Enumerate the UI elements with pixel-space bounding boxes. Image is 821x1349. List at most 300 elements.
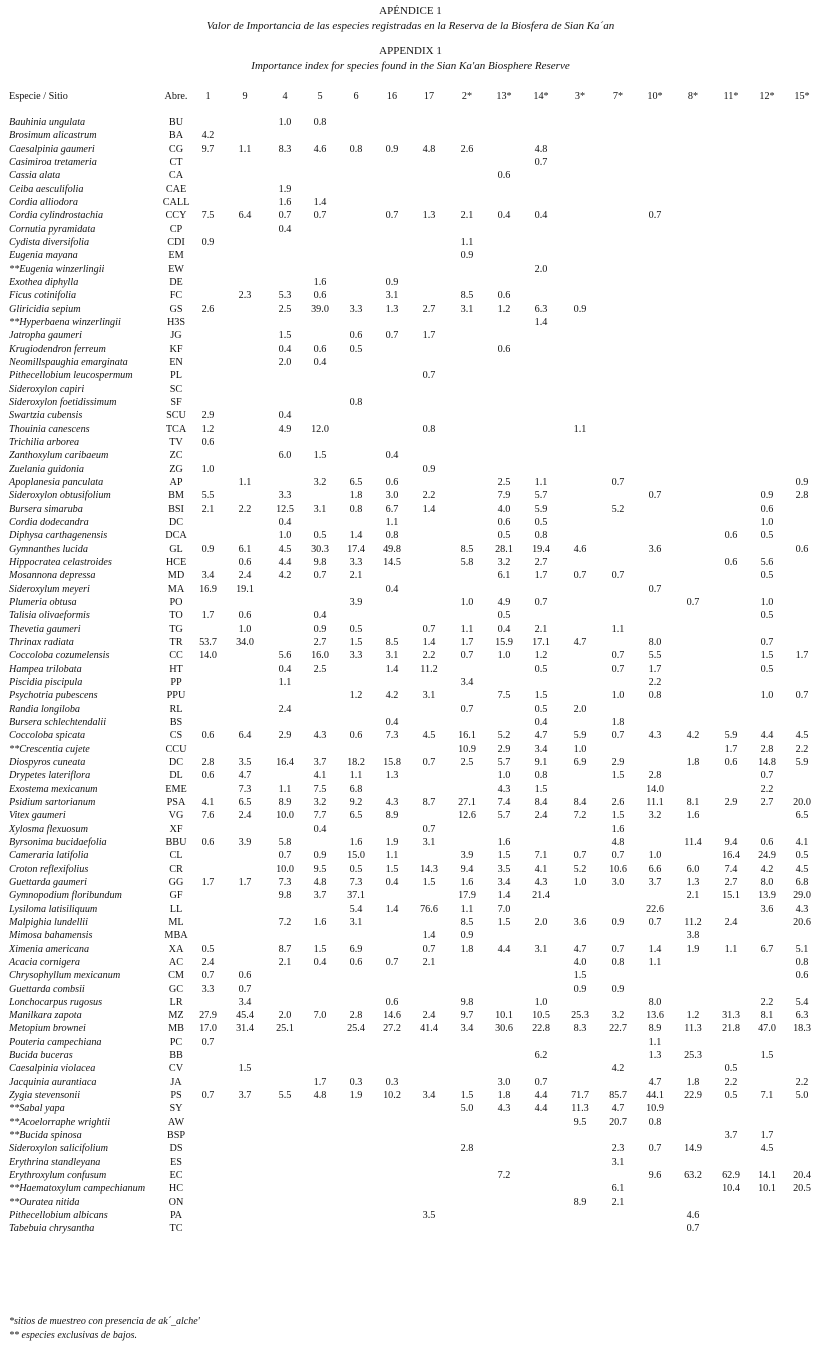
importance-value: 1.1 (278, 783, 292, 795)
importance-value: 1.6 (313, 277, 327, 288)
importance-value: 8.7 (278, 943, 292, 955)
importance-value: 24.9 (758, 850, 776, 862)
site-column-header: 6 (353, 91, 359, 102)
importance-value: 1.1 (385, 850, 399, 862)
importance-value: 1.1 (648, 956, 662, 968)
importance-value: 7.3 (278, 876, 292, 888)
importance-value: 27.2 (383, 1023, 401, 1035)
importance-value: 0.7 (460, 703, 474, 715)
importance-value: 0.6 (201, 436, 215, 448)
species-name: Ceiba aesculifolia (9, 183, 84, 195)
importance-value: 2.0 (278, 1010, 292, 1022)
importance-value: 0.7 (278, 850, 292, 862)
importance-value: 9.8 (313, 556, 327, 568)
importance-value: 3.5 (238, 756, 252, 768)
table-row (0, 463, 821, 476)
importance-value: 0.8 (349, 503, 363, 515)
importance-value: 3.7 (648, 876, 662, 888)
importance-value: 1.9 (349, 1090, 363, 1102)
species-name: Randia longiloba (9, 703, 81, 715)
importance-value: 3.0 (385, 490, 399, 502)
appendix-title-es: APÉNDICE 1 (379, 5, 442, 17)
importance-value: 0.6 (497, 170, 511, 182)
importance-value: 4.7 (573, 636, 587, 648)
species-name: Chrysophyllum mexicanum (9, 970, 121, 982)
species-abbreviation: DC (168, 516, 184, 528)
importance-value: 30.6 (495, 1023, 513, 1035)
importance-value: 1.0 (278, 530, 292, 542)
table-row (0, 1049, 821, 1062)
importance-value: 0.5 (795, 850, 809, 862)
table-row (0, 676, 821, 689)
table-row (0, 316, 821, 329)
importance-value: 10.2 (383, 1090, 401, 1102)
importance-value: 0.6 (760, 503, 774, 515)
importance-value: 4.2 (385, 690, 399, 702)
importance-value: 6.3 (534, 303, 548, 315)
importance-value: 14.0 (646, 783, 664, 795)
importance-value: 4.8 (422, 143, 436, 155)
table-row (0, 289, 821, 302)
importance-value: 0.5 (760, 570, 774, 582)
species-abbreviation: MB (168, 1023, 184, 1035)
importance-value: 2.1 (422, 956, 436, 968)
species-name: Sideroxylon obtusifolium (9, 490, 111, 502)
table-header-row (0, 90, 821, 103)
species-name: **Bucida spinosa (9, 1130, 82, 1142)
table-row (0, 1156, 821, 1169)
species-name: Thevetia gaumeri (9, 623, 81, 635)
species-abbreviation: PO (169, 596, 183, 608)
importance-value: 1.8 (497, 1090, 511, 1102)
importance-value: 14.8 (758, 756, 776, 768)
table-row (0, 649, 821, 662)
site-column-header: 14* (533, 91, 549, 102)
importance-value: 2.7 (760, 796, 774, 808)
table-row (0, 929, 821, 942)
importance-value: 0.9 (422, 463, 436, 475)
importance-value: 0.5 (534, 516, 548, 528)
importance-value: 3.4 (534, 743, 548, 755)
importance-value: 9.8 (278, 890, 292, 902)
importance-value: 7.7 (313, 810, 327, 822)
species-abbreviation: GS (169, 303, 183, 315)
species-abbreviation: ZG (169, 463, 183, 475)
importance-value: 1.1 (238, 143, 252, 155)
importance-value: 0.7 (385, 956, 399, 968)
species-abbreviation: EN (169, 356, 183, 368)
importance-value: 4.3 (497, 1103, 511, 1115)
species-abbreviation: XA (168, 943, 184, 955)
importance-value: 5.5 (201, 490, 215, 502)
importance-value: 21.4 (532, 890, 550, 902)
table-row (0, 1209, 821, 1222)
species-abbreviation: CT (169, 157, 183, 168)
species-abbreviation: PP (170, 676, 182, 688)
importance-value: 4.4 (278, 556, 292, 568)
importance-value: 1.4 (385, 903, 399, 915)
importance-value: 5.6 (760, 556, 774, 568)
importance-value: 0.9 (201, 543, 215, 555)
table-row (0, 569, 821, 582)
importance-value: 0.8 (313, 117, 327, 128)
species-abbreviation: SCU (166, 410, 186, 422)
importance-value: 3.4 (201, 570, 215, 582)
importance-value: 13.6 (646, 1010, 664, 1022)
importance-value: 63.2 (684, 1170, 702, 1182)
species-abbreviation: DS (169, 1143, 183, 1155)
importance-value: 1.1 (611, 623, 625, 635)
importance-value: 0.4 (313, 823, 327, 835)
importance-value: 28.1 (495, 543, 513, 555)
importance-value: 8.0 (760, 876, 774, 888)
species-name: Mosannona depressa (9, 570, 96, 582)
importance-value: 1.0 (460, 596, 474, 608)
importance-value: 0.4 (313, 956, 327, 968)
importance-value: 6.1 (497, 570, 511, 582)
importance-value: 0.7 (422, 823, 436, 835)
species-abbreviation: EW (168, 263, 184, 275)
importance-value: 0.6 (497, 343, 511, 355)
importance-value: 25.4 (347, 1023, 365, 1035)
importance-value: 27.1 (458, 796, 476, 808)
importance-value: 1.4 (422, 930, 436, 942)
importance-value: 0.4 (278, 343, 292, 355)
species-name: Hippocratea celastroides (9, 556, 112, 568)
species-name: Sideroxylon capiri (9, 383, 85, 395)
importance-value: 45.4 (236, 1010, 254, 1022)
importance-value: 0.7 (534, 157, 548, 168)
importance-value: 9.8 (460, 996, 474, 1008)
table-row (0, 1076, 821, 1089)
importance-value: 5.7 (497, 756, 511, 768)
importance-value: 3.1 (385, 290, 399, 302)
importance-value: 1.0 (497, 770, 511, 782)
importance-value: 9.6 (648, 1170, 662, 1182)
species-name: Diphysa carthagenensis (9, 530, 108, 542)
importance-value: 3.7 (313, 756, 327, 768)
species-name: Cameraria latifolia (9, 850, 89, 862)
importance-value: 10.6 (609, 863, 627, 875)
importance-value: 6.6 (648, 863, 662, 875)
importance-value: 4.8 (611, 836, 625, 848)
importance-value: 3.4 (460, 676, 474, 688)
importance-value: 0.6 (201, 770, 215, 782)
importance-value: 0.4 (534, 210, 548, 222)
table-row (0, 236, 821, 249)
species-name: Zanthoxylum caribaeum (9, 450, 109, 462)
importance-value: 3.1 (313, 503, 327, 515)
importance-value: 39.0 (311, 303, 329, 315)
importance-value: 7.1 (534, 850, 548, 862)
importance-value: 71.7 (571, 1090, 589, 1102)
importance-value: 7.5 (313, 783, 327, 795)
table-row (0, 183, 821, 196)
importance-value: 7.1 (760, 1090, 774, 1102)
importance-value: 2.8 (648, 770, 662, 782)
importance-value: 0.6 (313, 290, 327, 302)
importance-value: 0.6 (497, 516, 511, 528)
importance-value: 8.9 (385, 810, 399, 822)
table-row (0, 196, 821, 209)
importance-value: 1.0 (573, 743, 587, 755)
species-name: **Eugenia winzerlingii (9, 263, 105, 275)
importance-value: 5.7 (497, 810, 511, 822)
species-abbreviation: HCE (165, 556, 187, 568)
importance-value: 1.8 (611, 716, 625, 728)
species-name: Sideroxylum meyeri (9, 583, 90, 595)
importance-value: 19.4 (532, 543, 550, 555)
importance-value: 1.2 (534, 650, 548, 662)
importance-value: 6.5 (238, 796, 252, 808)
species-abbreviation: SY (169, 1103, 183, 1115)
importance-value: 3.1 (611, 1156, 625, 1168)
importance-value: 1.7 (201, 876, 215, 888)
table-row (0, 489, 821, 502)
importance-value: 1.5 (422, 876, 436, 888)
importance-value: 0.4 (534, 716, 548, 728)
importance-value: 0.5 (497, 530, 511, 542)
importance-value: 5.5 (278, 1090, 292, 1102)
species-abbreviation: MD (167, 570, 185, 582)
importance-value: 1.0 (497, 650, 511, 662)
importance-value: 0.6 (385, 996, 399, 1008)
species-name: Cordia cylindrostachia (9, 210, 104, 222)
importance-value: 0.7 (534, 596, 548, 608)
importance-value: 5.2 (497, 730, 511, 742)
importance-value: 14.1 (758, 1170, 776, 1182)
importance-value: 14.0 (199, 650, 217, 662)
importance-value: 0.7 (611, 570, 625, 582)
species-abbreviation: AW (167, 1116, 185, 1128)
table-row (0, 903, 821, 916)
importance-value: 1.5 (460, 1090, 474, 1102)
species-name: Neomillspaughia emarginata (9, 356, 128, 368)
importance-value: 10.1 (758, 1183, 776, 1195)
importance-value: 0.8 (534, 530, 548, 542)
importance-value: 9.2 (349, 796, 363, 808)
importance-value: 10.0 (276, 863, 294, 875)
importance-value: 41.4 (420, 1023, 438, 1035)
species-abbreviation: PC (169, 1036, 183, 1048)
importance-value: 10.9 (646, 1103, 664, 1115)
species-abbreviation: LR (169, 996, 183, 1008)
importance-value: 0.7 (648, 1143, 662, 1155)
importance-value: 1.1 (648, 1036, 662, 1048)
importance-value: 62.9 (722, 1170, 740, 1182)
species-name: **Sabal yapa (9, 1103, 65, 1115)
importance-value: 5.6 (278, 650, 292, 662)
importance-value: 0.6 (238, 970, 252, 982)
importance-value: 1.1 (460, 237, 474, 248)
importance-value: 3.3 (349, 650, 363, 662)
importance-value: 3.9 (238, 836, 252, 848)
importance-value: 0.9 (385, 143, 399, 155)
species-name: Ficus cotinifolia (9, 290, 77, 302)
importance-value: 1.9 (686, 943, 700, 955)
species-name: Bursera schlechtendalii (9, 716, 107, 728)
importance-value: 0.7 (611, 476, 625, 488)
table-row (0, 996, 821, 1009)
importance-value: 1.0 (760, 596, 774, 608)
species-name: Mimosa bahamensis (9, 930, 93, 942)
importance-value: 34.0 (236, 636, 254, 648)
importance-value: 2.8 (201, 756, 215, 768)
importance-value: 0.7 (573, 570, 587, 582)
importance-value: 2.4 (724, 916, 738, 928)
importance-value: 1.3 (422, 210, 436, 222)
importance-value: 15.1 (722, 890, 740, 902)
importance-value: 2.0 (534, 263, 548, 275)
species-name: Eugenia mayana (9, 250, 78, 262)
importance-value: 3.1 (534, 943, 548, 955)
importance-value: 7.2 (497, 1170, 511, 1182)
importance-value: 4.2 (611, 1063, 625, 1075)
species-abbreviation: CP (169, 223, 183, 235)
species-name: Vitex gaumeri (9, 810, 66, 822)
site-column-header: 7* (612, 91, 624, 102)
importance-value: 10.9 (458, 743, 476, 755)
table-row (0, 1182, 821, 1195)
species-name: Jatropha gaumeri (9, 330, 82, 342)
table-row (0, 716, 821, 729)
importance-value: 5.2 (611, 503, 625, 515)
species-abbreviation: H3S (166, 316, 186, 328)
species-abbreviation: ES (170, 1156, 182, 1168)
importance-value: 20.5 (793, 1183, 811, 1195)
importance-value: 5.9 (795, 756, 809, 768)
table-row (0, 449, 821, 462)
species-abbreviation: PL (170, 370, 182, 382)
species-name: Cassia alata (9, 170, 61, 182)
importance-value: 9.5 (313, 863, 327, 875)
importance-value: 2.3 (611, 1143, 625, 1155)
table-row (0, 156, 821, 169)
importance-value: 47.0 (758, 1023, 776, 1035)
species-abbreviation: GC (168, 983, 184, 995)
species-name: **Haematoxylum campechianum (9, 1183, 146, 1195)
table-row (0, 916, 821, 929)
species-abbreviation: TV (169, 436, 183, 448)
importance-value: 1.8 (686, 1076, 700, 1088)
importance-value: 1.5 (497, 916, 511, 928)
importance-value: 0.9 (313, 850, 327, 862)
site-column-header: 4 (282, 91, 288, 102)
importance-value: 4.7 (611, 1103, 625, 1115)
importance-value: 7.2 (278, 916, 292, 928)
importance-value: 18.2 (347, 756, 365, 768)
importance-value: 7.4 (724, 863, 738, 875)
importance-value: 4.3 (385, 796, 399, 808)
table-row (0, 409, 821, 422)
importance-value: 1.6 (313, 916, 327, 928)
importance-value: 0.7 (611, 943, 625, 955)
importance-value: 0.4 (385, 716, 399, 728)
table-row (0, 1142, 821, 1155)
importance-value: 2.9 (497, 743, 511, 755)
species-abbreviation: LL (169, 903, 183, 915)
importance-value: 8.3 (573, 1023, 587, 1035)
importance-value: 1.8 (686, 756, 700, 768)
importance-value: 0.5 (760, 663, 774, 675)
importance-value: 1.5 (313, 450, 327, 462)
importance-value: 1.4 (534, 316, 548, 328)
importance-value: 44.1 (646, 1090, 664, 1102)
importance-value: 4.5 (795, 730, 809, 742)
importance-value: 0.7 (238, 983, 252, 995)
species-abbreviation: MA (167, 583, 185, 595)
species-abbreviation: TC (169, 1223, 183, 1235)
importance-value: 6.0 (278, 450, 292, 462)
importance-value: 8.1 (686, 796, 700, 808)
importance-value: 1.1 (724, 943, 738, 955)
species-abbreviation: EM (168, 250, 184, 262)
importance-value: 1.6 (686, 810, 700, 822)
site-column-header: 12* (759, 91, 775, 102)
species-name: Pithecellobium leucospermum (9, 370, 133, 382)
table-row (0, 849, 821, 862)
importance-value: 0.7 (611, 650, 625, 662)
species-abbreviation: GF (169, 890, 183, 902)
importance-value: 0.8 (648, 1116, 662, 1128)
importance-value: 3.1 (422, 836, 436, 848)
importance-value: 18.3 (793, 1023, 811, 1035)
importance-value: 1.2 (497, 303, 511, 315)
importance-value: 2.4 (238, 810, 252, 822)
importance-value: 0.7 (201, 970, 215, 982)
importance-value: 3.8 (686, 930, 700, 942)
importance-value: 1.4 (313, 197, 327, 208)
importance-value: 0.8 (611, 956, 625, 968)
importance-value: 0.7 (611, 663, 625, 675)
importance-value: 4.7 (648, 1076, 662, 1088)
importance-value: 7.4 (497, 796, 511, 808)
table-row (0, 1062, 821, 1075)
importance-value: 3.3 (349, 556, 363, 568)
importance-value: 1.1 (349, 770, 363, 782)
importance-value: 5.0 (460, 1103, 474, 1115)
species-name: Thrinax radiata (9, 636, 74, 648)
importance-value: 4.4 (534, 1103, 548, 1115)
importance-value: 17.4 (347, 543, 365, 555)
importance-value: 27.9 (199, 1010, 217, 1022)
importance-value: 14.5 (383, 556, 401, 568)
importance-value: 1.4 (422, 636, 436, 648)
importance-value: 6.4 (238, 730, 252, 742)
importance-value: 1.4 (648, 943, 662, 955)
importance-value: 2.8 (795, 490, 809, 502)
importance-value: 2.0 (573, 703, 587, 715)
importance-value: 1.9 (278, 183, 292, 195)
species-abbreviation: AP (169, 476, 183, 488)
importance-value: 3.5 (497, 863, 511, 875)
importance-value: 0.3 (349, 1076, 363, 1088)
species-abbreviation: XF (169, 823, 183, 835)
importance-value: 0.7 (648, 490, 662, 502)
table-row (0, 516, 821, 529)
species-name: Cornutia pyramidata (9, 223, 96, 235)
importance-value: 3.4 (422, 1090, 436, 1102)
species-name: Exothea diphylla (9, 277, 79, 288)
species-name: Thouinia canescens (9, 423, 90, 435)
importance-value: 2.4 (278, 703, 292, 715)
species-name: Psidium sartorianum (9, 796, 96, 808)
species-abbreviation: DL (169, 770, 183, 782)
importance-value: 1.0 (278, 117, 292, 128)
importance-value: 4.1 (795, 836, 809, 848)
table-row (0, 1196, 821, 1209)
importance-value: 0.6 (349, 330, 363, 342)
